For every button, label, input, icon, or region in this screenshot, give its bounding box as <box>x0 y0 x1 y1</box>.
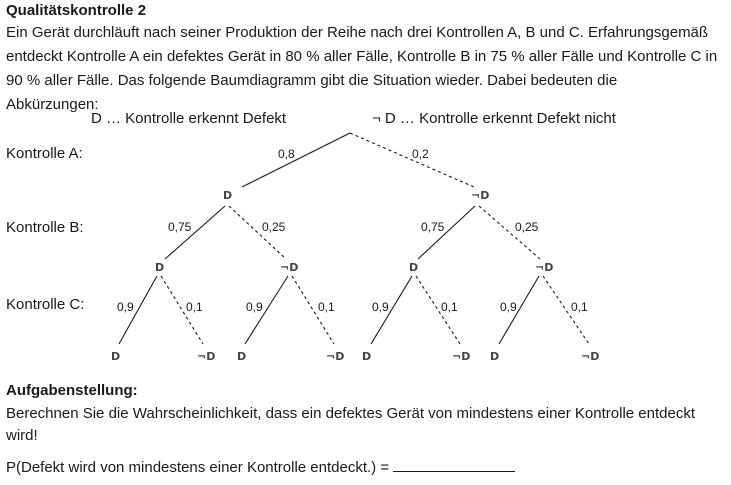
legend-not-d: ¬ D … Kontrolle erkennt Defekt nicht <box>372 110 616 127</box>
node-c-not-d: ¬D <box>197 350 216 363</box>
answer-line <box>6 457 515 476</box>
prob-c-not-d: 0,1 <box>441 300 458 314</box>
node-c-d: D <box>362 350 372 363</box>
answer-prompt: P(Defekt wird von mindestens einer Kontrolle entdeckt.) = <box>6 459 390 476</box>
legend-d: D … Kontrolle erkennt Defekt <box>91 110 287 127</box>
node-a-not-d: ¬D <box>471 189 490 202</box>
intro-line: entdeckt Kontrolle A ein defektes Gerät in 80 % aller Fälle, Kontrolle B in 75 % aller Fälle und Kontrolle C in <box>6 48 718 65</box>
task-text <box>6 403 726 447</box>
node-c-not-d: ¬D <box>326 350 345 363</box>
prob-b-not-d: 0,25 <box>262 220 286 234</box>
task-line: Berechnen Sie die Wahrscheinlichkeit, dass ein defektes Gerät von mindestens einer Kontrolle entdeckt <box>6 405 695 422</box>
node-b-d: D <box>409 261 419 274</box>
task-heading: Aufgabenstellung: <box>6 382 138 399</box>
node-b-d: D <box>155 261 165 274</box>
prob-b-d: 0,75 <box>421 220 445 234</box>
prob-c-d: 0,9 <box>500 300 517 314</box>
node-b-not-d: ¬D <box>535 261 554 274</box>
prob-c-d: 0,9 <box>246 300 263 314</box>
node-c-d: D <box>111 350 121 363</box>
node-b-not-d: ¬D <box>280 261 299 274</box>
node-c-not-d: ¬D <box>452 350 471 363</box>
task-line: wird! <box>6 427 38 444</box>
node-c-not-d: ¬D <box>581 350 600 363</box>
prob-c-d: 0,9 <box>117 300 134 314</box>
prob-a-d: 0,8 <box>278 147 295 161</box>
intro-line: Abkürzungen: <box>6 96 99 113</box>
row-label-kontrolle-a: Kontrolle A: <box>6 145 83 162</box>
node-a-d: D <box>223 189 233 202</box>
intro-line: 90 % aller Fälle. Das folgende Baumdiagramm gibt die Situation wieder. Dabei bedeuten die <box>6 72 618 89</box>
branch-a-d <box>242 133 350 187</box>
prob-c-not-d: 0,1 <box>186 300 203 314</box>
answer-blank[interactable] <box>393 457 515 472</box>
exercise-title: Qualitätskontrolle 2 <box>6 2 147 19</box>
prob-b-not-d: 0,25 <box>515 220 539 234</box>
node-c-d: D <box>490 350 500 363</box>
prob-c-not-d: 0,1 <box>318 300 335 314</box>
row-label-kontrolle-b: Kontrolle B: <box>6 219 84 236</box>
prob-c-not-d: 0,1 <box>571 300 588 314</box>
prob-b-d: 0,75 <box>168 220 192 234</box>
node-c-d: D <box>237 350 247 363</box>
prob-c-d: 0,9 <box>372 300 389 314</box>
prob-a-not-d: 0,2 <box>412 147 429 161</box>
intro-line: Ein Gerät durchläuft nach seiner Produktion der Reihe nach drei Kontrollen A, B und C. Erfahrungsgemäß <box>6 24 709 41</box>
row-label-kontrolle-c: Kontrolle C: <box>6 296 85 313</box>
